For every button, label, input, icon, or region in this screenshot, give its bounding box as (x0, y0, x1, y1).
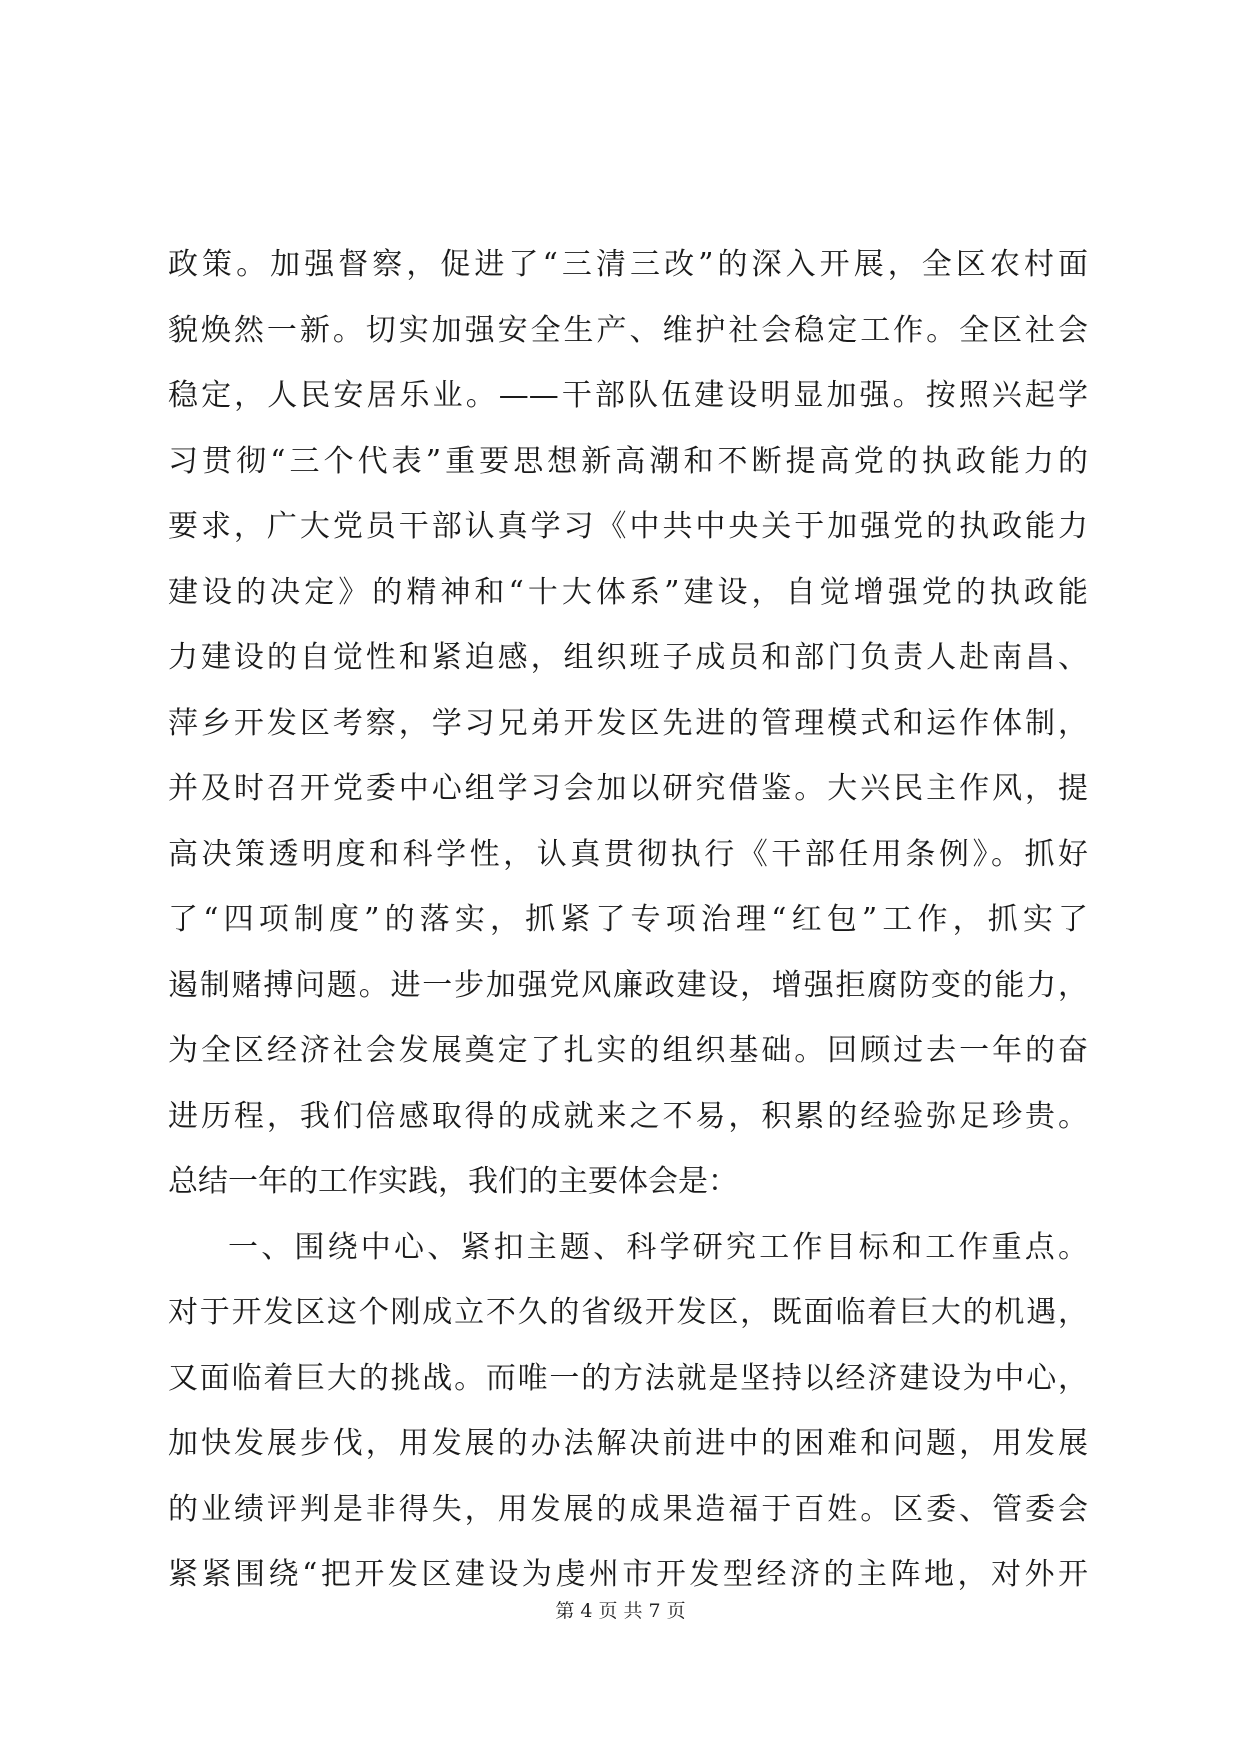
text-line: 了“四项制度”的落实，抓紧了专项治理“红包”工作，抓实了 (168, 902, 1088, 937)
text-line: 高决策透明度和科学性，认真贯彻执行《干部任用条例》。抓好 (168, 836, 1088, 872)
text-line: 并及时召开党委中心组学习会加以研究借鉴。大兴民主作风，提 (168, 771, 1088, 806)
text-line: 政策。加强督察，促进了“三清三改”的深入开展，全区农村面 (168, 247, 1088, 282)
text-line: 总结一年的工作实践，我们的主要体会是： (168, 1164, 738, 1199)
text-line: 萍乡开发区考察，学习兄弟开发区先进的管理模式和运作体制， (168, 705, 1088, 741)
text-line: 加快发展步伐，用发展的办法解决前进中的困难和问题，用发展 (168, 1426, 1088, 1461)
text-line: 又面临着巨大的挑战。而唯一的方法就是坚持以经济建设为中心， (168, 1360, 1088, 1396)
text-line: 遏制赌搏问题。进一步加强党风廉政建设，增强拒腐防变的能力， (168, 967, 1088, 1003)
page-number-footer: 第 4 页 共 7 页 (555, 1600, 686, 1622)
text-line: 貌焕然一新。切实加强安全生产、维护社会稳定工作。全区社会 (168, 312, 1088, 348)
text-line: 为全区经济社会发展奠定了扎实的组织基础。回顾过去一年的奋 (168, 1033, 1088, 1068)
body-text (168, 232, 1088, 1608)
text-line: 力建设的自觉性和紧迫感，组织班子成员和部门负责人赴南昌、 (168, 640, 1088, 675)
text-line: 进历程，我们倍感取得的成就来之不易，积累的经验弥足珍贵。 (168, 1098, 1088, 1134)
text-line: 习贯彻“三个代表”重要思想新高潮和不断提高党的执政能力的 (168, 443, 1088, 479)
text-line: 对于开发区这个刚成立不久的省级开发区，既面临着巨大的机遇， (168, 1295, 1088, 1330)
text-line: 要求，广大党员干部认真学习《中共中央关于加强党的执政能力 (168, 509, 1088, 544)
text-line: 建设的决定》的精神和“十大体系”建设，自觉增强党的执政能 (168, 574, 1088, 610)
text-line: 的业绩评判是非得失，用发展的成果造福于百姓。区委、管委会 (168, 1491, 1088, 1527)
text-line: 紧紧围绕“把开发区建设为虔州市开发型经济的主阵地，对外开 (168, 1557, 1088, 1592)
text-line: 稳定，人民安居乐业。——干部队伍建设明显加强。按照兴起学 (168, 378, 1088, 413)
paragraph-heading: 一、围绕中心、紧扣主题、科学研究工作目标和工作重点。 (228, 1229, 1088, 1265)
